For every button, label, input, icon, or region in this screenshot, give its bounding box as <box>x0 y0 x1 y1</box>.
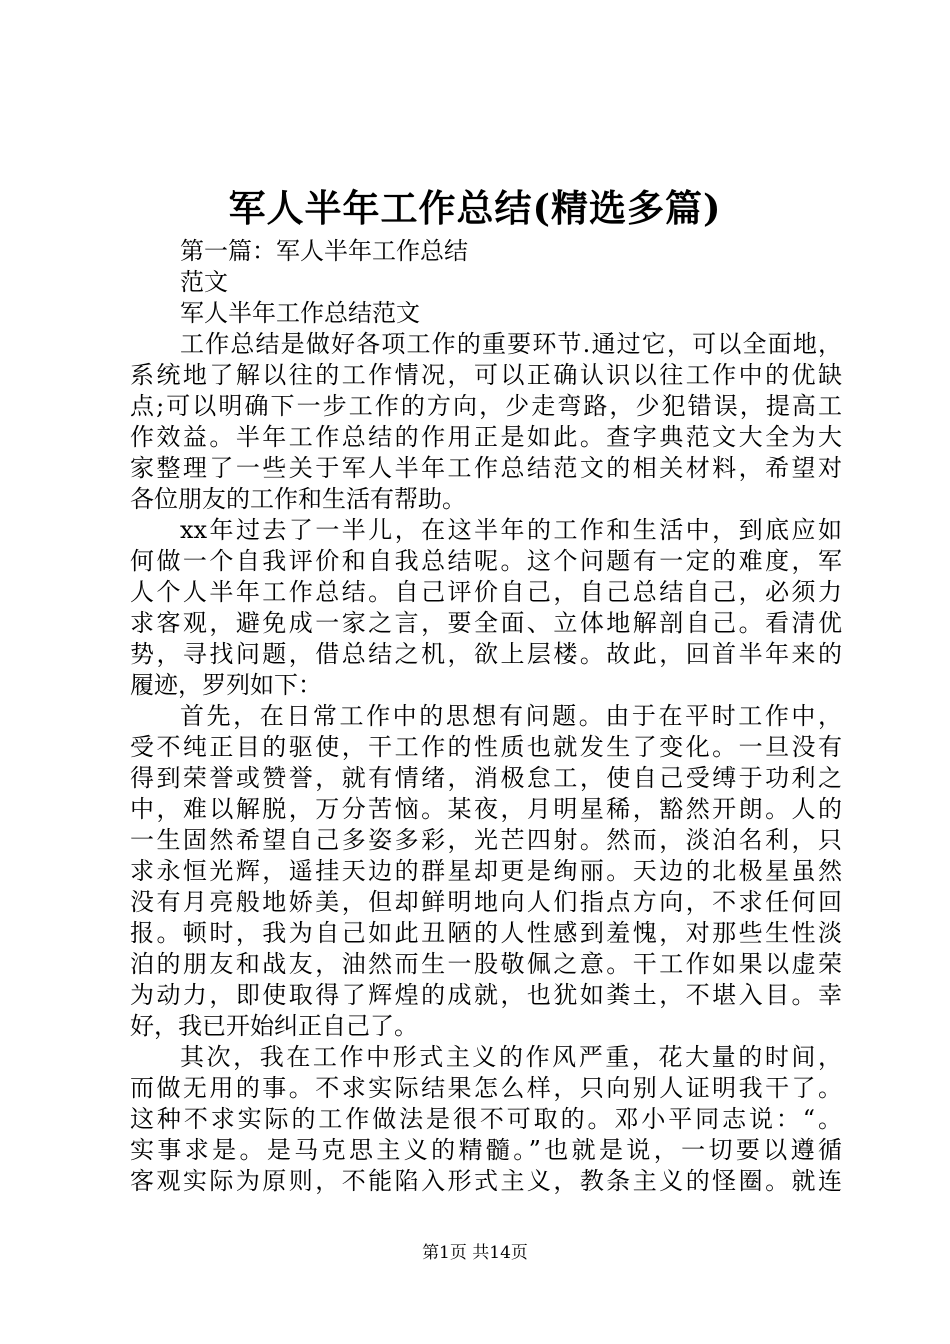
text-line: 没有月亮般地娇美，但却鲜明地向人们指点方向，不求任何回 <box>130 888 842 916</box>
text-line: 工作总结是做好各项工作的重要环节.通过它，可以全面地， <box>180 330 842 358</box>
text-line: 其次，我在工作中形式主义的作风严重，花大量的时间， <box>180 1043 842 1071</box>
document-body <box>130 236 842 1197</box>
text-line: 第一篇：军人半年工作总结 <box>180 237 468 265</box>
page-footer: 第1页 共14页 <box>422 1243 528 1263</box>
text-line: 何做一个自我评价和自我总结呢。这个问题有一定的难度，军 <box>130 547 842 575</box>
text-line: 系统地了解以往的工作情况，可以正确认识以往工作中的优缺 <box>130 361 842 389</box>
document-title: 军人半年工作总结(精选多篇) <box>228 186 722 230</box>
text-line: 求客观，避免成一家之言，要全面、立体地解剖自己。看清优 <box>130 609 842 637</box>
text-line: 求永恒光辉，遥挂天边的群星却更是绚丽。天边的北极星虽然 <box>130 857 842 885</box>
text-line: 中，难以解脱，万分苦恼。某夜，月明星稀，豁然开朗。人的 <box>130 795 842 823</box>
text-line: 得到荣誉或赞誉，就有情绪，消极怠工，使自己受缚于功利之 <box>130 764 842 792</box>
text-line: 而做无用的事。不求实际结果怎么样，只向别人证明我干了。 <box>130 1074 842 1102</box>
text-line: 受不纯正目的驱使，干工作的性质也就发生了变化。一旦没有 <box>130 733 842 761</box>
text-line: 履迹，罗列如下： <box>130 671 322 699</box>
text-line: 泊的朋友和战友，油然而生一股敬佩之意。干工作如果以虚荣 <box>130 950 842 978</box>
text-line: 报。顿时，我为自己如此丑陋的人性感到羞愧，对那些生性淡 <box>130 919 842 947</box>
text-line: 客观实际为原则，不能陷入形式主义，教条主义的怪圈。就连 <box>130 1167 842 1195</box>
text-line: 这种不求实际的工作做法是很不可取的。邓小平同志说：“。 <box>130 1105 842 1133</box>
text-line: 首先，在日常工作中的思想有问题。由于在平时工作中， <box>180 702 842 730</box>
text-line: 点;可以明确下一步工作的方向，少走弯路，少犯错误，提高工 <box>130 392 842 420</box>
text-line: 势，寻找问题，借总结之机，欲上层楼。故此，回首半年来的 <box>130 640 842 668</box>
text-line: 为动力，即使取得了辉煌的成就，也犹如粪土，不堪入目。幸 <box>130 981 842 1009</box>
text-line: 一生固然希望自己多姿多彩，光芒四射。然而，淡泊名利，只 <box>130 826 842 854</box>
text-line: 实事求是。是马克思主义的精髓。”也就是说，一切要以遵循 <box>130 1136 842 1164</box>
text-line: 军人半年工作总结范文 <box>180 299 420 327</box>
text-line: 作效益。半年工作总结的作用正是如此。查字典范文大全为大 <box>130 423 842 451</box>
text-line: 范文 <box>180 268 228 296</box>
text-line: xx年过去了一半儿，在这半年的工作和生活中，到底应如 <box>180 516 842 544</box>
text-line: 家整理了一些关于军人半年工作总结范文的相关材料，希望对 <box>130 454 842 482</box>
text-line: 各位朋友的工作和生活有帮助。 <box>130 485 466 513</box>
text-line: 人个人半年工作总结。自己评价自己，自己总结自己，必须力 <box>130 578 842 606</box>
text-line: 好，我已开始纠正自己了。 <box>130 1012 418 1040</box>
